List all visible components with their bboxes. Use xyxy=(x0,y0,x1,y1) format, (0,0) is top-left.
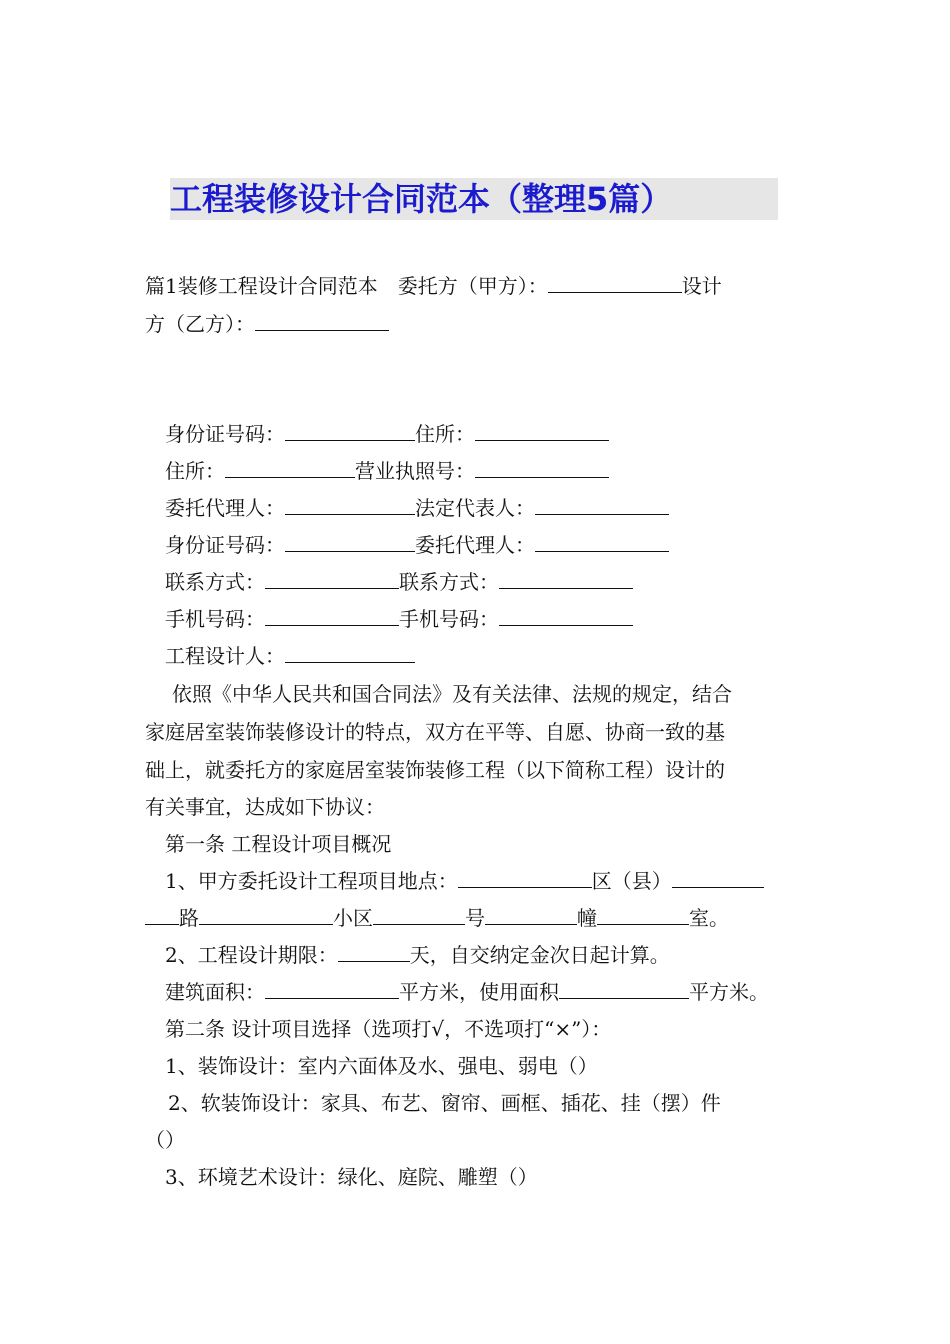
item-text: 幢 xyxy=(577,906,597,930)
item-text: 平方米，使用面积 xyxy=(399,980,559,1004)
field-row xyxy=(165,420,609,448)
field-label: 营业执照号： xyxy=(355,459,475,483)
item-line xyxy=(145,904,729,932)
field-row xyxy=(165,568,633,596)
blank-field xyxy=(475,422,609,441)
item-text: 平方米。 xyxy=(689,980,769,1004)
item-text: 路 xyxy=(179,906,199,930)
blank-field xyxy=(338,943,410,962)
intro-line-2 xyxy=(145,310,389,338)
item-line: 3、环境艺术设计：绿化、庭院、雕塑（） xyxy=(165,1165,538,1189)
item-text: 2、工程设计期限： xyxy=(165,943,338,967)
field-row xyxy=(165,531,669,559)
field-label: 手机号码： xyxy=(399,607,499,631)
item-line xyxy=(165,941,670,969)
intro-text: 方（乙方）： xyxy=(145,312,255,336)
field-label: 住所： xyxy=(165,459,225,483)
item-text: 室。 xyxy=(689,906,729,930)
item-text: 区（县） xyxy=(591,869,672,893)
field-label: 住所： xyxy=(415,422,475,446)
blank-field xyxy=(285,533,415,552)
item-line xyxy=(165,867,764,895)
field-label: 联系方式： xyxy=(165,570,265,594)
field-label: 委托代理人： xyxy=(415,533,535,557)
paragraph-line: 依照《中华人民共和国合同法》及有关法律、法规的规定，结合 xyxy=(172,682,732,706)
intro-text: 篇1装修工程设计合同范本 委托方（甲方）： xyxy=(145,274,548,298)
blank-field xyxy=(265,980,399,999)
blank-field xyxy=(485,906,577,925)
blank-field xyxy=(265,570,399,589)
blank-field xyxy=(255,312,389,331)
item-text: 号 xyxy=(465,906,485,930)
item-line xyxy=(165,978,769,1006)
field-row xyxy=(165,642,415,670)
blank-field xyxy=(458,869,592,888)
blank-field xyxy=(597,906,689,925)
article-heading: 第二条 设计项目选择（选项打√，不选项打“×”）： xyxy=(165,1017,612,1041)
paragraph-line: 有关事宜，达成如下协议： xyxy=(145,795,385,819)
blank-field xyxy=(225,459,355,478)
blank-field xyxy=(475,459,609,478)
blank-field xyxy=(548,274,682,293)
field-label: 身份证号码： xyxy=(165,533,285,557)
intro-text: 设计 xyxy=(681,274,722,298)
item-text: 建筑面积： xyxy=(165,980,265,1004)
field-row xyxy=(165,605,633,633)
item-line: （） xyxy=(145,1128,185,1152)
field-label: 委托代理人： xyxy=(165,496,285,520)
item-text: 1、甲方委托设计工程项目地点： xyxy=(165,869,458,893)
field-label: 联系方式： xyxy=(399,570,499,594)
blank-field xyxy=(145,906,179,925)
field-row xyxy=(165,457,609,485)
blank-field xyxy=(285,422,415,441)
blank-field xyxy=(672,869,764,888)
field-label: 工程设计人： xyxy=(165,644,285,668)
blank-field xyxy=(535,496,669,515)
title-highlight xyxy=(170,178,778,220)
item-line: 1、装饰设计：室内六面体及水、强电、弱电（） xyxy=(165,1054,598,1078)
blank-field xyxy=(285,496,415,515)
item-text: 小区 xyxy=(333,906,373,930)
blank-field xyxy=(499,570,633,589)
paragraph-line: 础上，就委托方的家庭居室装饰装修工程（以下简称工程）设计的 xyxy=(145,758,725,782)
page-title: 工程装修设计合同范本（整理5篇） xyxy=(170,180,673,218)
field-label: 法定代表人： xyxy=(415,496,535,520)
field-label: 身份证号码： xyxy=(165,422,285,446)
field-row xyxy=(165,494,669,522)
item-line: 2、软装饰设计：家具、布艺、窗帘、画框、插花、挂（摆）件 xyxy=(168,1091,721,1115)
article-heading: 第一条 工程设计项目概况 xyxy=(165,832,392,856)
blank-field xyxy=(499,607,633,626)
blank-field xyxy=(559,980,689,999)
blank-field xyxy=(373,906,465,925)
field-label: 手机号码： xyxy=(165,607,265,631)
paragraph-line: 家庭居室装饰装修设计的特点，双方在平等、自愿、协商一致的基 xyxy=(145,720,725,744)
blank-field xyxy=(285,644,415,663)
intro-line-1 xyxy=(145,272,722,300)
blank-field xyxy=(265,607,399,626)
blank-field xyxy=(535,533,669,552)
blank-field xyxy=(199,906,333,925)
item-text: 天，自交纳定金次日起计算。 xyxy=(409,943,670,967)
